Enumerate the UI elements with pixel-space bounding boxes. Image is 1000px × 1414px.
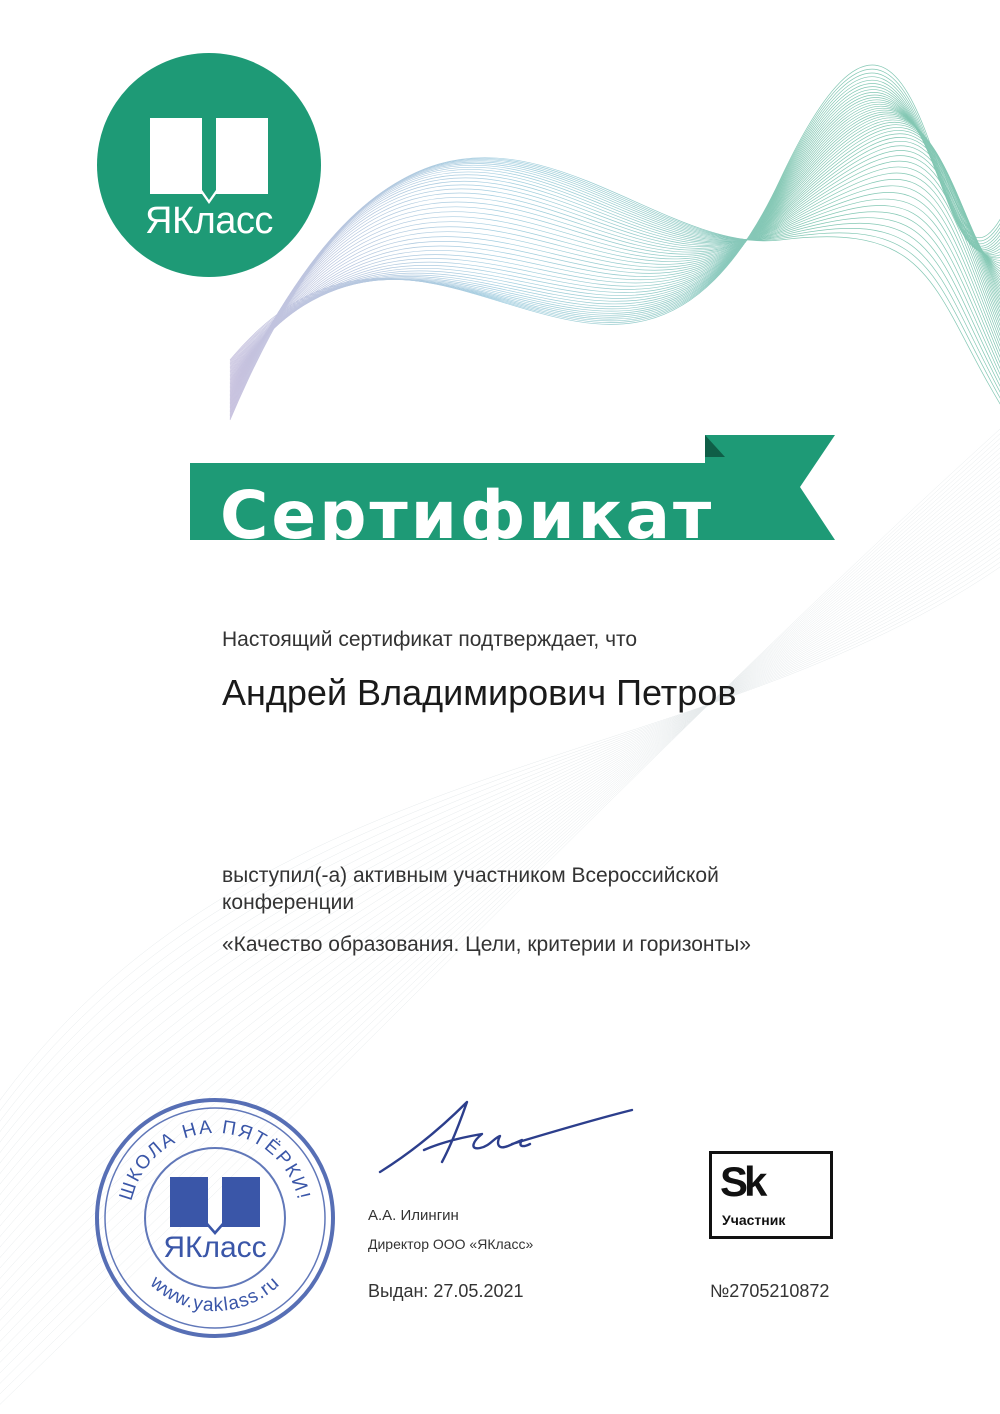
sk-logo: Sk xyxy=(720,1158,764,1205)
certificate-title: Сертификат xyxy=(220,477,715,554)
guilloche-line xyxy=(230,106,1000,378)
guilloche-line xyxy=(230,146,1000,399)
guilloche-line xyxy=(230,163,1000,413)
stamp-book-icon xyxy=(170,1177,260,1235)
conference-title: «Качество образования. Цели, критерии и горизонты» xyxy=(222,933,751,956)
guilloche-line xyxy=(230,162,1000,415)
guilloche-line xyxy=(0,526,1000,1186)
guilloche-line xyxy=(230,158,1000,418)
svg-text:ШКОЛА НА ПЯТЁРКИ! xyxy=(116,1117,314,1203)
skolkovo-participant-badge xyxy=(709,1151,833,1239)
guilloche-line xyxy=(230,141,1000,397)
title-ribbon xyxy=(190,435,840,575)
signatory-name: А.А. Илингин xyxy=(368,1207,459,1224)
director-signature xyxy=(372,1092,637,1182)
guilloche-line xyxy=(230,122,1000,389)
guilloche-line xyxy=(230,134,1000,395)
stamp-top-text: ШКОЛА НА ПЯТЁРКИ! xyxy=(115,1116,315,1203)
guilloche-line xyxy=(230,87,1000,368)
svg-text:www.yaklass.ru xyxy=(145,1271,283,1316)
guilloche-line xyxy=(230,125,1000,391)
intro-text: Настоящий сертификат подтверждает, что xyxy=(222,628,638,651)
yaklass-stamp xyxy=(92,1095,338,1341)
guilloche-line xyxy=(230,114,1000,384)
issue-date: Выдан: 27.05.2021 xyxy=(368,1281,524,1301)
guilloche-line xyxy=(230,150,1000,400)
yaklass-logo xyxy=(84,40,334,290)
guilloche-line xyxy=(230,100,1000,375)
signatory-position: Директор ООО «ЯКласс» xyxy=(368,1236,534,1252)
recipient-name: Андрей Владимирович Петров xyxy=(222,672,737,713)
guilloche-line xyxy=(230,130,1000,393)
guilloche-line xyxy=(230,104,1000,377)
sk-label: Участник xyxy=(722,1212,786,1228)
stamp-center-text: ЯКласс xyxy=(163,1231,267,1264)
guilloche-line xyxy=(230,120,1000,388)
stamp-bottom-text: www.yaklass.ru xyxy=(146,1272,284,1317)
certificate-number: №2705210872 xyxy=(710,1281,830,1301)
participation-description: выступил(-а) активным участником Всероссийской конференции xyxy=(222,864,719,914)
logo-text: ЯКласс xyxy=(145,200,273,242)
